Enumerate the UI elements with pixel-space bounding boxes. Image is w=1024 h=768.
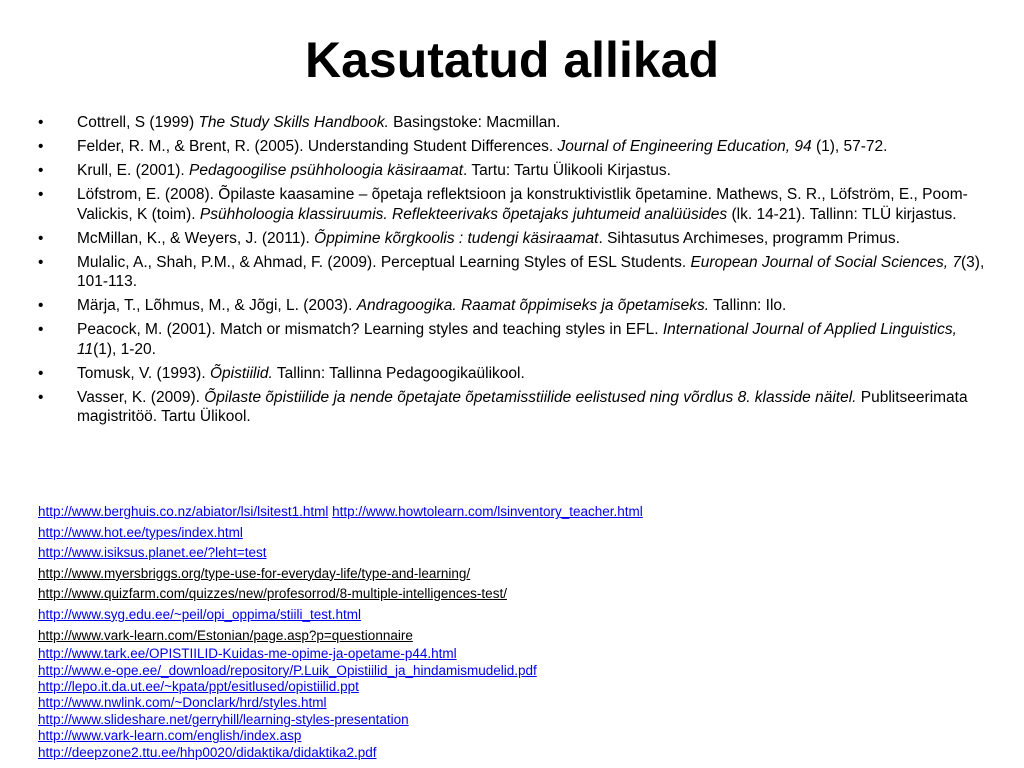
bullet: • [38, 253, 44, 271]
web-link[interactable]: http://www.myersbriggs.org/type-use-for-everyday-life/type-and-learning/ [38, 565, 471, 581]
bullet: • [38, 388, 44, 406]
link-group-spaced [38, 523, 998, 647]
bullet: • [38, 186, 44, 203]
web-link[interactable]: http://www.vark-learn.com/english/index.asp [38, 728, 302, 744]
reference-item: • Felder, R. M., & Brent, R. (2005). Understanding Student Differences. Journal of Engineering Education, 94 (1), 57-72. [38, 138, 888, 155]
bullet: • [38, 364, 44, 382]
bullet: • [38, 229, 44, 247]
bullet: • [38, 138, 44, 155]
web-link[interactable]: http://www.e-ope.ee/_download/repository/P.Luik_Opistiilid_ja_hindamismudelid.pdf [38, 662, 537, 678]
bullet: • [38, 321, 44, 338]
reference-item: • Löfstrom, E. (2008). Õpilaste kaasamine – õpetaja reflektsioon ja konstruktivistlik õpetamine. Mathews, S. R., Löfström, E., Poom-Valickis, K (toim). Psühholoogia klassiruumis. Reflekteerivaks õpetajaks juhtumeid analüüsides (lk. 14-21). Tallinn: TLÜ kirjastus. [38, 186, 968, 223]
web-link[interactable]: http://www.nwlink.com/~Donclark/hrd/styles.html [38, 695, 327, 711]
reference-item: • Krull, E. (2001). Pedagoogilise psühholoogia käsiraamat. Tartu: Tartu Ülikooli Kirjastus. [38, 162, 671, 179]
reference-item: • Mulalic, A., Shah, P.M., & Ahmad, F. (2009). Perceptual Learning Styles of ESL Students. European Journal of Social Sciences, 7(3), 101-113. [38, 253, 985, 290]
web-link[interactable]: http://deepzone2.ttu.ee/hhp0020/didaktika/didaktika2.pdf [38, 744, 377, 760]
reference-list [38, 113, 998, 431]
reference-item: • Tomusk, V. (1993). Õpistiilid. Tallinn: Tallinna Pedagoogikaülikool. [38, 364, 525, 382]
web-link[interactable]: http://www.vark-learn.com/Estonian/page.asp?p=questionnaire [38, 627, 413, 643]
reference-item: • Peacock, M. (2001). Match or mismatch? Learning styles and teaching styles in EFL. International Journal of Applied Linguistics, 11(1), 1-20. [38, 321, 957, 358]
link-row [38, 502, 998, 523]
reference-item: • McMillan, K., & Weyers, J. (2011). Õppimine kõrgkoolis : tudengi käsiraamat. Sihtasutus Archimeses, programm Primus. [38, 229, 900, 247]
link-group-tight [38, 646, 998, 761]
web-link[interactable]: http://www.howtolearn.com/lsinventory_teacher.html [332, 504, 643, 519]
link-list [38, 502, 998, 761]
web-link[interactable]: http://www.quizfarm.com/quizzes/new/profesorrod/8-multiple-intelligences-test/ [38, 586, 507, 602]
web-link[interactable]: http://www.isiksus.planet.ee/?leht=test [38, 545, 267, 561]
bullet: • [38, 114, 44, 131]
web-link[interactable]: http://lepo.it.da.ut.ee/~kpata/ppt/esitlused/opistiilid.ppt [38, 678, 359, 694]
bullet: • [38, 162, 44, 179]
web-link[interactable]: http://www.berghuis.co.nz/abiator/lsi/lsitest1.html [38, 504, 329, 519]
slide-title: Kasutatud allikad [305, 32, 719, 88]
web-link[interactable]: http://www.slideshare.net/gerryhill/learning-styles-presentation [38, 711, 409, 727]
web-link[interactable]: http://www.hot.ee/types/index.html [38, 524, 243, 540]
reference-item: • Märja, T., Lõhmus, M., & Jõgi, L. (2003). Andragoogika. Raamat õppimiseks ja õpetamiseks. Tallinn: Ilo. [38, 297, 787, 314]
reference-item: • Vasser, K. (2009). Õpilaste õpistiilide ja nende õpetajate õpetamisstiilide eelistused ning võrdlus 8. klasside näitel. Publitseerimata magistritöö. Tartu Ülikool. [38, 388, 968, 425]
reference-item: • Cottrell, S (1999) The Study Skills Handbook. Basingstoke: Macmillan. [38, 114, 561, 131]
web-link[interactable]: http://www.syg.edu.ee/~peil/opi_oppima/stiili_test.html [38, 606, 362, 622]
bullet: • [38, 297, 44, 314]
web-link[interactable]: http://www.tark.ee/OPISTIILID-Kuidas-me-opime-ja-opetame-p44.html [38, 646, 457, 662]
